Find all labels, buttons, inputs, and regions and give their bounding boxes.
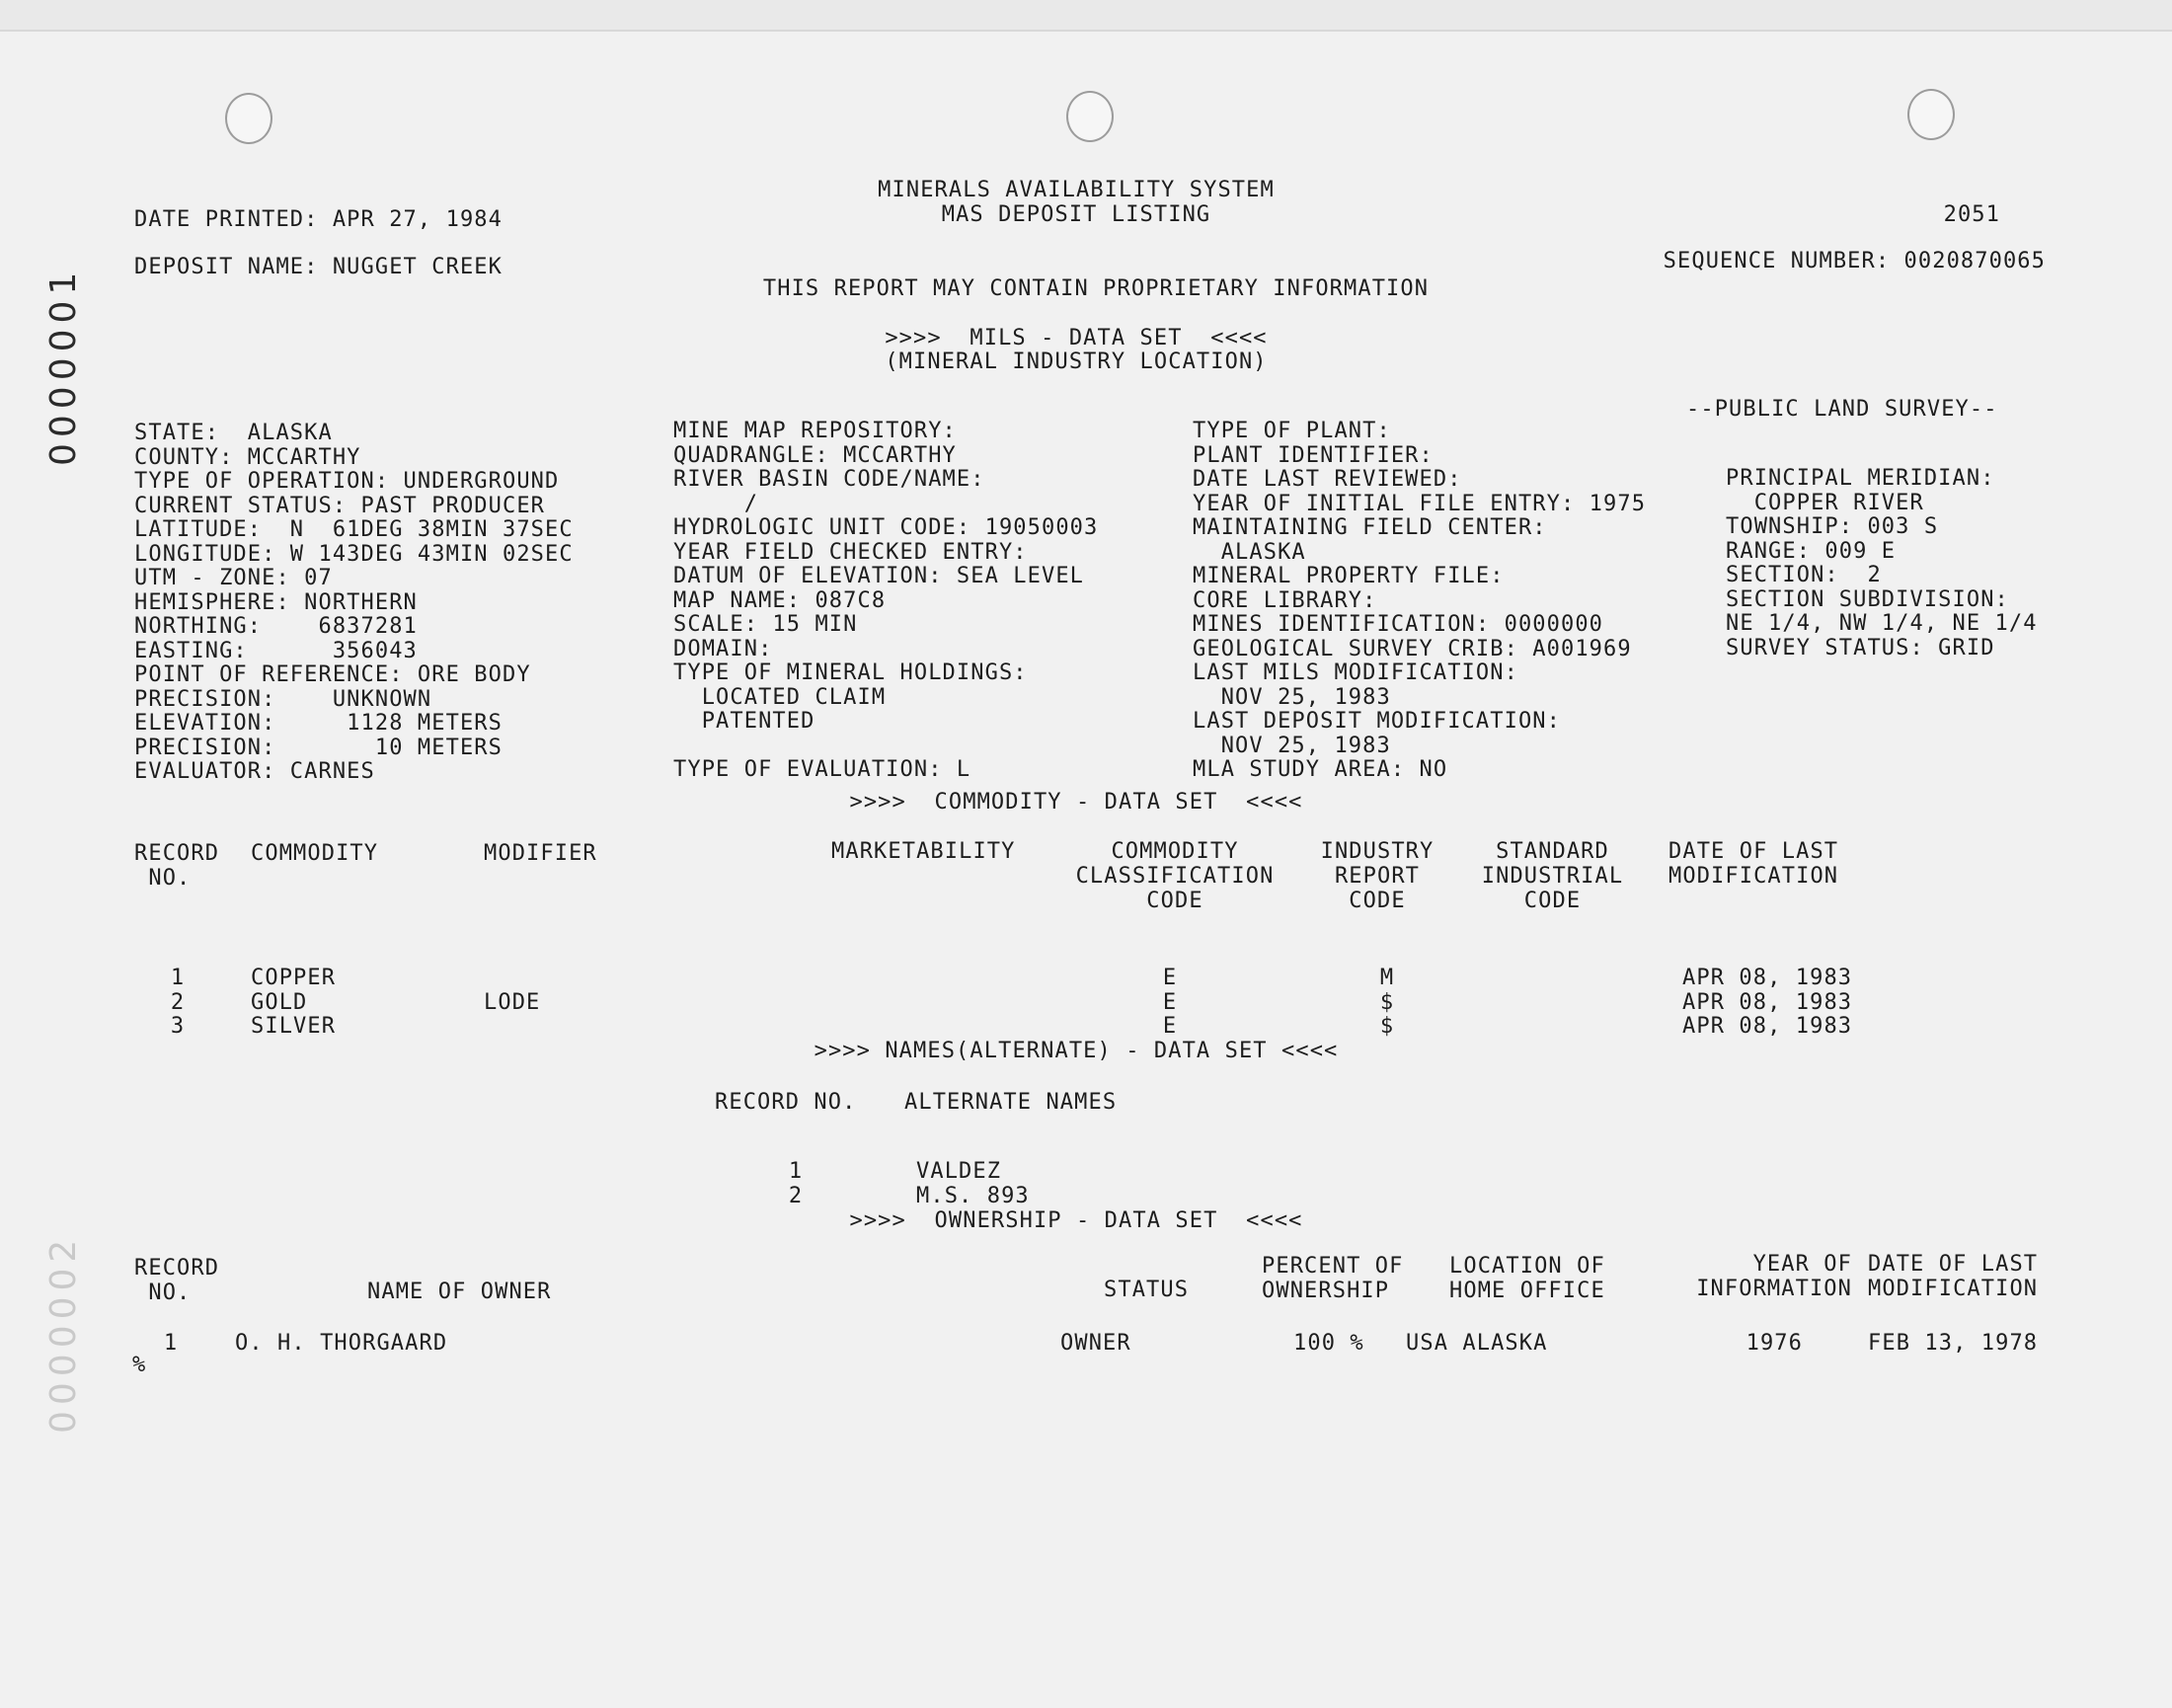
alternate-name: M.S. 893 <box>916 1183 1030 1208</box>
mils-plss-line: RANGE: 009 E <box>1726 538 1897 564</box>
ownership-header-location: LOCATION OF HOME OFFICE <box>1449 1254 1605 1303</box>
mils-location-line: LATITUDE: N 61DEG 38MIN 37SEC <box>134 517 574 542</box>
commodity-date: APR 08, 1983 <box>1682 989 1853 1015</box>
mils-subheading: (MINERAL INDUSTRY LOCATION) <box>885 349 1268 374</box>
mils-repository-line: QUADRANGLE: MCCARTHY <box>673 442 957 468</box>
commodity-heading: >>>> COMMODITY - DATA SET <<<< <box>849 790 1303 815</box>
mils-repository-line: DATUM OF ELEVATION: SEA LEVEL <box>673 564 1085 588</box>
commodity-header-commodity: COMMODITY <box>251 841 379 866</box>
commodity-name: SILVER <box>251 1014 337 1039</box>
mils-repository-line: MAP NAME: 087C8 <box>673 587 887 613</box>
ownership-header-date: DATE OF LAST MODIFICATION <box>1868 1252 2039 1301</box>
mils-location-line: POINT OF REFERENCE: ORE BODY <box>134 662 531 687</box>
owner-name: O. H. THORGAARD <box>235 1331 448 1356</box>
commodity-industry-code: $ <box>1379 1014 1395 1039</box>
commodity-name: GOLD <box>251 989 308 1015</box>
ownership-header-record: RECORD NO. <box>134 1256 220 1305</box>
mils-plss-line: NE 1/4, NW 1/4, NE 1/4 <box>1726 611 2038 636</box>
names-heading: >>>> NAMES(ALTERNATE) - DATA SET <<<< <box>814 1039 1339 1063</box>
mils-repository-line: LOCATED CLAIM <box>673 684 887 710</box>
mils-location-line: HEMISPHERE: NORTHERN <box>134 589 418 615</box>
mils-repository-line: DOMAIN: <box>673 636 773 661</box>
mils-plant-line: MINES IDENTIFICATION: 0000000 <box>1193 612 1604 637</box>
mils-repository-line: MINE MAP REPOSITORY: <box>673 419 957 443</box>
mils-plant-line: MAINTAINING FIELD CENTER: <box>1193 515 1547 540</box>
binder-hole-left <box>225 93 272 144</box>
alternate-name: VALDEZ <box>916 1159 1002 1184</box>
mils-repository-line: PATENTED <box>673 709 815 734</box>
mils-repository-line: SCALE: 15 MIN <box>673 612 858 637</box>
end-of-record-mark: % <box>132 1353 147 1377</box>
home-office-location: USA ALASKA <box>1406 1331 1548 1356</box>
mils-repository-line: TYPE OF EVALUATION: L <box>673 757 971 782</box>
mils-location-line: NORTHING: 6837281 <box>134 614 418 639</box>
information-year: 1976 <box>1745 1331 1803 1356</box>
mils-location-line: EASTING: 356043 <box>134 638 418 663</box>
plss-title: --PUBLIC LAND SURVEY-- <box>1686 397 1998 422</box>
mils-plant-line: ALASKA <box>1193 539 1306 565</box>
commodity-header-date: DATE OF LAST MODIFICATION <box>1668 839 1839 889</box>
binder-hole-right <box>1907 89 1955 140</box>
mils-location-line: COUNTY: MCCARTHY <box>134 444 361 470</box>
ownership-record-no: 1 <box>163 1331 179 1356</box>
proprietary-notice: THIS REPORT MAY CONTAIN PROPRIETARY INFORMATION <box>762 276 1430 301</box>
commodity-header-industry: INDUSTRY REPORT CODE <box>1320 839 1435 913</box>
listing-title: MAS DEPOSIT LISTING <box>941 202 1211 227</box>
ownership-header-status: STATUS <box>1104 1278 1190 1302</box>
mils-repository-line: TYPE OF MINERAL HOLDINGS: <box>673 660 1028 685</box>
names-record-no: 2 <box>788 1183 804 1208</box>
mils-location-line: EVALUATOR: CARNES <box>134 759 375 784</box>
date-printed: DATE PRINTED: APR 27, 1984 <box>134 207 503 232</box>
mils-plant-line: MINERAL PROPERTY FILE: <box>1193 564 1505 588</box>
commodity-header-classification: COMMODITY CLASSIFICATION CODE <box>1075 839 1275 913</box>
commodity-record-no: 2 <box>170 989 186 1015</box>
commodity-industry-code: M <box>1379 966 1395 990</box>
mils-plss-line: TOWNSHIP: 003 S <box>1726 514 1939 539</box>
mils-location-line: STATE: ALASKA <box>134 421 333 445</box>
mils-repository-line: HYDROLOGIC UNIT CODE: 19050003 <box>673 515 1099 540</box>
commodity-date: APR 08, 1983 <box>1682 966 1853 990</box>
ownership-percent: 100 % <box>1293 1331 1364 1356</box>
mils-location-line: PRECISION: 10 METERS <box>134 735 503 760</box>
mils-plant-line: CORE LIBRARY: <box>1193 587 1377 613</box>
mils-plant-line: YEAR OF INITIAL FILE ENTRY: 1975 <box>1193 491 1647 516</box>
commodity-record-no: 3 <box>170 1014 186 1039</box>
mils-plant-line: LAST MILS MODIFICATION: <box>1193 660 1518 685</box>
mils-location-line: TYPE OF OPERATION: UNDERGROUND <box>134 469 560 494</box>
commodity-date: APR 08, 1983 <box>1682 1014 1853 1039</box>
commodity-header-record: RECORD NO. <box>134 841 220 891</box>
mils-location-line: LONGITUDE: W 143DEG 43MIN 02SEC <box>134 541 574 567</box>
names-header-alternate: ALTERNATE NAMES <box>904 1090 1118 1115</box>
mils-location-line: ELEVATION: 1128 METERS <box>134 711 503 736</box>
ownership-date: FEB 13, 1978 <box>1868 1331 2039 1356</box>
mils-plss-line: PRINCIPAL MERIDIAN: <box>1726 466 1995 491</box>
commodity-industry-code: $ <box>1379 989 1395 1015</box>
binder-hole-center <box>1066 91 1114 142</box>
mils-repository-line: / <box>673 491 759 516</box>
page-number: 2051 <box>1943 202 2000 227</box>
mils-repository-line: YEAR FIELD CHECKED ENTRY: <box>673 539 1028 565</box>
mils-plss-line: SECTION SUBDIVISION: <box>1726 586 2009 612</box>
mils-plant-line: DATE LAST REVIEWED: <box>1193 467 1462 492</box>
mils-location-line: UTM - ZONE: 07 <box>134 566 333 590</box>
mils-location-line: CURRENT STATUS: PAST PRODUCER <box>134 493 546 518</box>
commodity-header-marketability: MARKETABILITY <box>831 839 1016 864</box>
margin-stamp-faint: 0000002 <box>43 1233 84 1434</box>
commodity-header-sic: STANDARD INDUSTRIAL CODE <box>1481 839 1624 913</box>
commodity-name: COPPER <box>251 966 337 990</box>
ownership-header-year: YEAR OF INFORMATION <box>1696 1252 1852 1301</box>
commodity-classification-code: E <box>1162 989 1178 1015</box>
mils-plss-line: SURVEY STATUS: GRID <box>1726 635 1995 660</box>
names-record-no: 1 <box>788 1159 804 1184</box>
mils-plant-line: TYPE OF PLANT: <box>1193 419 1391 443</box>
mils-plss-line: SECTION: 2 <box>1726 563 1882 587</box>
owner-status: OWNER <box>1060 1331 1131 1356</box>
mils-repository-line: RIVER BASIN CODE/NAME: <box>673 467 985 492</box>
margin-stamp: 0000001 <box>43 266 84 466</box>
mils-location-line: PRECISION: UNKNOWN <box>134 686 432 712</box>
commodity-record-no: 1 <box>170 966 186 990</box>
ownership-heading: >>>> OWNERSHIP - DATA SET <<<< <box>849 1208 1303 1233</box>
mils-plant-line: GEOLOGICAL SURVEY CRIB: A001969 <box>1193 636 1632 661</box>
ownership-header-owner: NAME OF OWNER <box>367 1280 552 1304</box>
ownership-header-percent: PERCENT OF OWNERSHIP <box>1262 1254 1404 1303</box>
mils-plant-line: NOV 25, 1983 <box>1193 684 1391 710</box>
mils-plant-line: LAST DEPOSIT MODIFICATION: <box>1193 709 1561 734</box>
commodity-header-modifier: MODIFIER <box>484 841 597 866</box>
sequence-number: SEQUENCE NUMBER: 0020870065 <box>1663 249 2046 273</box>
commodity-classification-code: E <box>1162 1014 1178 1039</box>
mils-plant-line: NOV 25, 1983 <box>1193 733 1391 758</box>
mils-heading: >>>> MILS - DATA SET <<<< <box>885 326 1268 350</box>
system-title: MINERALS AVAILABILITY SYSTEM <box>878 178 1275 202</box>
names-header-record: RECORD NO. <box>715 1090 857 1115</box>
deposit-name: DEPOSIT NAME: NUGGET CREEK <box>134 255 503 279</box>
report-page <box>0 30 2172 1708</box>
commodity-classification-code: E <box>1162 966 1178 990</box>
mils-plant-line: MLA STUDY AREA: NO <box>1193 757 1448 782</box>
mils-plant-line: PLANT IDENTIFIER: <box>1193 442 1434 468</box>
commodity-modifier: LODE <box>484 989 541 1015</box>
mils-plss-line: COPPER RIVER <box>1726 490 1924 515</box>
